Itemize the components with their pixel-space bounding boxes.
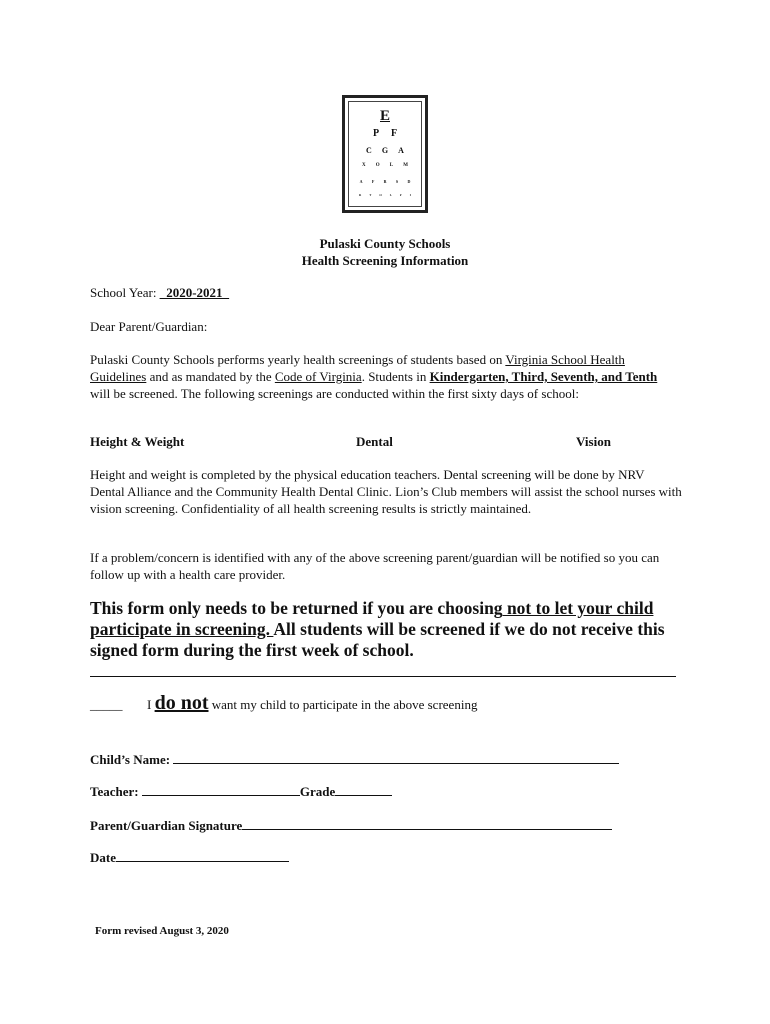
eye-chart-letter: X (362, 163, 366, 168)
opt-out-checkbox-blank[interactable]: _____ (90, 697, 123, 712)
height-weight-heading: Height & Weight (90, 434, 185, 449)
document-title-line2: Health Screening Information (301, 253, 469, 268)
screened-grades: Kindergarten, Third, Seventh, and Tenth (429, 369, 658, 384)
eye-chart-letter: C (366, 146, 372, 155)
eye-chart-letter: L (389, 163, 394, 168)
date-input-line[interactable] (116, 849, 289, 862)
opt-out-i: I (147, 697, 152, 712)
eye-chart-letter: F (399, 193, 402, 197)
grade-label: Grade (299, 784, 336, 799)
greeting: Dear Parent/Guardian: (90, 319, 208, 334)
divider-line (90, 676, 676, 677)
virginia-school-health-guidelines-link[interactable]: Virginia School Health Guidelines (90, 352, 625, 384)
eye-chart-letter: R (359, 193, 362, 197)
eye-chart-row (349, 128, 421, 139)
signature-input-line[interactable] (242, 817, 612, 830)
eye-chart-letter: A (398, 146, 404, 155)
eye-chart-row (349, 108, 421, 125)
eye-chart-row (349, 193, 421, 197)
eye-chart-letter: I (409, 193, 411, 197)
child-name-field (90, 751, 619, 768)
school-year-line (90, 284, 680, 301)
dental-heading: Dental (356, 434, 393, 449)
screening-details-paragraph: Height and weight is completed by the physical education teachers. Dental screening will be done by NRV Dental Alliance and the Community Health Dental Clinic. Lion’s Club members will assist the school nurses with vision screening. Confidentiality of all health screening results is strictly maintained. (90, 467, 682, 516)
vision-heading: Vision (576, 434, 611, 449)
return-form-notice (90, 598, 690, 661)
eye-chart-row (349, 179, 421, 184)
eye-chart-letter: F (371, 179, 375, 184)
code-of-virginia-link[interactable]: Code of Virginia (274, 369, 362, 384)
intro-text: will be screened. The following screenings are conducted within the first sixty days of school: (90, 386, 579, 401)
date-field (90, 849, 289, 866)
child-name-input-line[interactable] (173, 751, 619, 764)
eye-chart-letter: E (379, 108, 390, 124)
opt-out-statement (90, 692, 477, 715)
date-label: Date (90, 850, 116, 865)
eye-chart-letter: F (390, 128, 398, 139)
notice-text: All students will be screened if we do not receive this signed form during the first week of school. (90, 619, 665, 660)
eye-chart-letter: R (383, 179, 387, 184)
eye-chart-letter: T (369, 193, 372, 197)
document-title-line1: Pulaski County Schools (319, 236, 451, 251)
teacher-grade-field (90, 783, 392, 800)
do-not-text: do not (154, 692, 209, 714)
intro-text: Pulaski County Schools performs yearly health screenings of students based on (90, 352, 506, 367)
eye-chart-letter: S (395, 179, 399, 184)
signature-field (90, 817, 612, 834)
grade-input-line[interactable] (335, 783, 392, 796)
eye-chart-letter: M (403, 163, 408, 168)
intro-text: and as mandated by the (146, 369, 275, 384)
form-revision-note: Form revised August 3, 2020 (95, 925, 229, 937)
school-year-label: School Year: (90, 285, 157, 300)
eye-chart-letter: P (372, 128, 380, 139)
teacher-label: Teacher: (90, 784, 142, 799)
teacher-input-line[interactable] (142, 783, 300, 796)
eye-chart-letter: A (359, 179, 363, 184)
eye-chart-image (342, 95, 428, 213)
opt-out-text: want my child to participate in the above screening (211, 697, 478, 712)
eye-chart-letter: L (389, 193, 392, 197)
notice-text: This form only needs to be returned if you are choosing (90, 598, 503, 618)
child-name-label: Child’s Name: (90, 752, 174, 767)
intro-paragraph (90, 351, 680, 402)
intro-text: . Students in (361, 369, 430, 384)
eye-chart-frame (348, 101, 422, 207)
follow-up-paragraph: If a problem/concern is identified with any of the above screening parent/guardian will be notified so you can follow up with a health care provider. (90, 550, 660, 582)
eye-chart-row (349, 163, 421, 168)
eye-chart-letter: G (381, 146, 389, 155)
eye-chart-letter: O (379, 193, 382, 197)
eye-chart-letter: O (375, 163, 380, 168)
notice-emphasis: not to let your child participate in screening. (90, 598, 654, 639)
school-year-value: _2020-2021_ (159, 285, 230, 300)
signature-label: Parent/Guardian Signature (90, 818, 243, 833)
eye-chart-row (349, 146, 421, 155)
eye-chart-letter: D (407, 179, 411, 184)
